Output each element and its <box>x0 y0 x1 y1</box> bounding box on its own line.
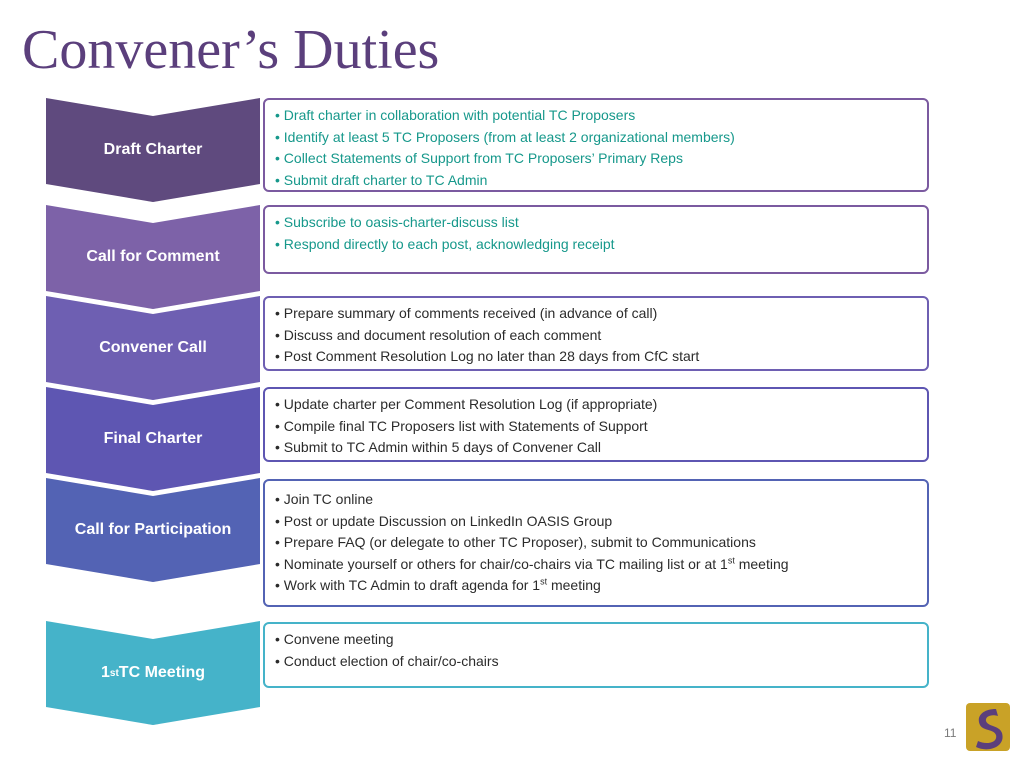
chevron-label-call-for-participation: Call for Participation <box>74 521 232 538</box>
duties-box-first-tc-meeting <box>263 622 929 688</box>
duty-item: • Prepare FAQ (or delegate to other TC Proposer), submit to Communications <box>275 532 917 554</box>
duties-list <box>275 212 917 255</box>
duty-item: • Compile final TC Proposers list with Statements of Support <box>275 416 917 438</box>
duties-list <box>275 105 917 191</box>
duty-item: • Respond directly to each post, acknowledging receipt <box>275 234 917 256</box>
page-number: 11 <box>944 726 957 740</box>
duty-item: • Nominate yourself or others for chair/co-chairs via TC mailing list or at 1st meeting <box>275 554 917 576</box>
duties-list <box>275 489 917 597</box>
duty-item: • Collect Statements of Support from TC Proposers’ Primary Reps <box>275 148 917 170</box>
chevron-label-final-charter: Final Charter <box>103 430 203 447</box>
duty-item: • Post Comment Resolution Log no later than 28 days from CfC start <box>275 346 917 368</box>
duty-item: • Identify at least 5 TC Proposers (from at least 2 organizational members) <box>275 127 917 149</box>
chevron-label-draft-charter: Draft Charter <box>103 141 203 158</box>
duties-list <box>275 629 917 672</box>
duty-item: • Prepare summary of comments received (in advance of call) <box>275 303 917 325</box>
oasis-logo-icon <box>966 703 1010 751</box>
duties-box-call-for-participation <box>263 479 929 607</box>
duty-item: • Convene meeting <box>275 629 917 651</box>
duty-item: • Submit draft charter to TC Admin <box>275 170 917 192</box>
duties-box-draft-charter <box>263 98 929 192</box>
chevron-label-first-tc-meeting: 1 st TC Meeting <box>100 664 206 681</box>
duty-item: • Update charter per Comment Resolution Log (if appropriate) <box>275 394 917 416</box>
slide-title: Convener’s Duties <box>22 19 440 81</box>
duty-item: • Join TC online <box>275 489 917 511</box>
duties-box-call-for-comment <box>263 205 929 274</box>
duties-box-final-charter <box>263 387 929 462</box>
duties-list <box>275 303 917 368</box>
duties-list <box>275 394 917 459</box>
duty-item: • Submit to TC Admin within 5 days of Convener Call <box>275 437 917 459</box>
duty-item: • Discuss and document resolution of each comment <box>275 325 917 347</box>
chevron-label-call-for-comment: Call for Comment <box>86 248 220 265</box>
chevron-label-convener-call: Convener Call <box>99 339 207 356</box>
duty-item: • Conduct election of chair/co-chairs <box>275 651 917 673</box>
duty-item: • Subscribe to oasis-charter-discuss list <box>275 212 917 234</box>
duty-item: • Work with TC Admin to draft agenda for 1st meeting <box>275 575 917 597</box>
duty-item: • Post or update Discussion on LinkedIn OASIS Group <box>275 511 917 533</box>
duties-box-convener-call <box>263 296 929 371</box>
duty-item: • Draft charter in collaboration with potential TC Proposers <box>275 105 917 127</box>
